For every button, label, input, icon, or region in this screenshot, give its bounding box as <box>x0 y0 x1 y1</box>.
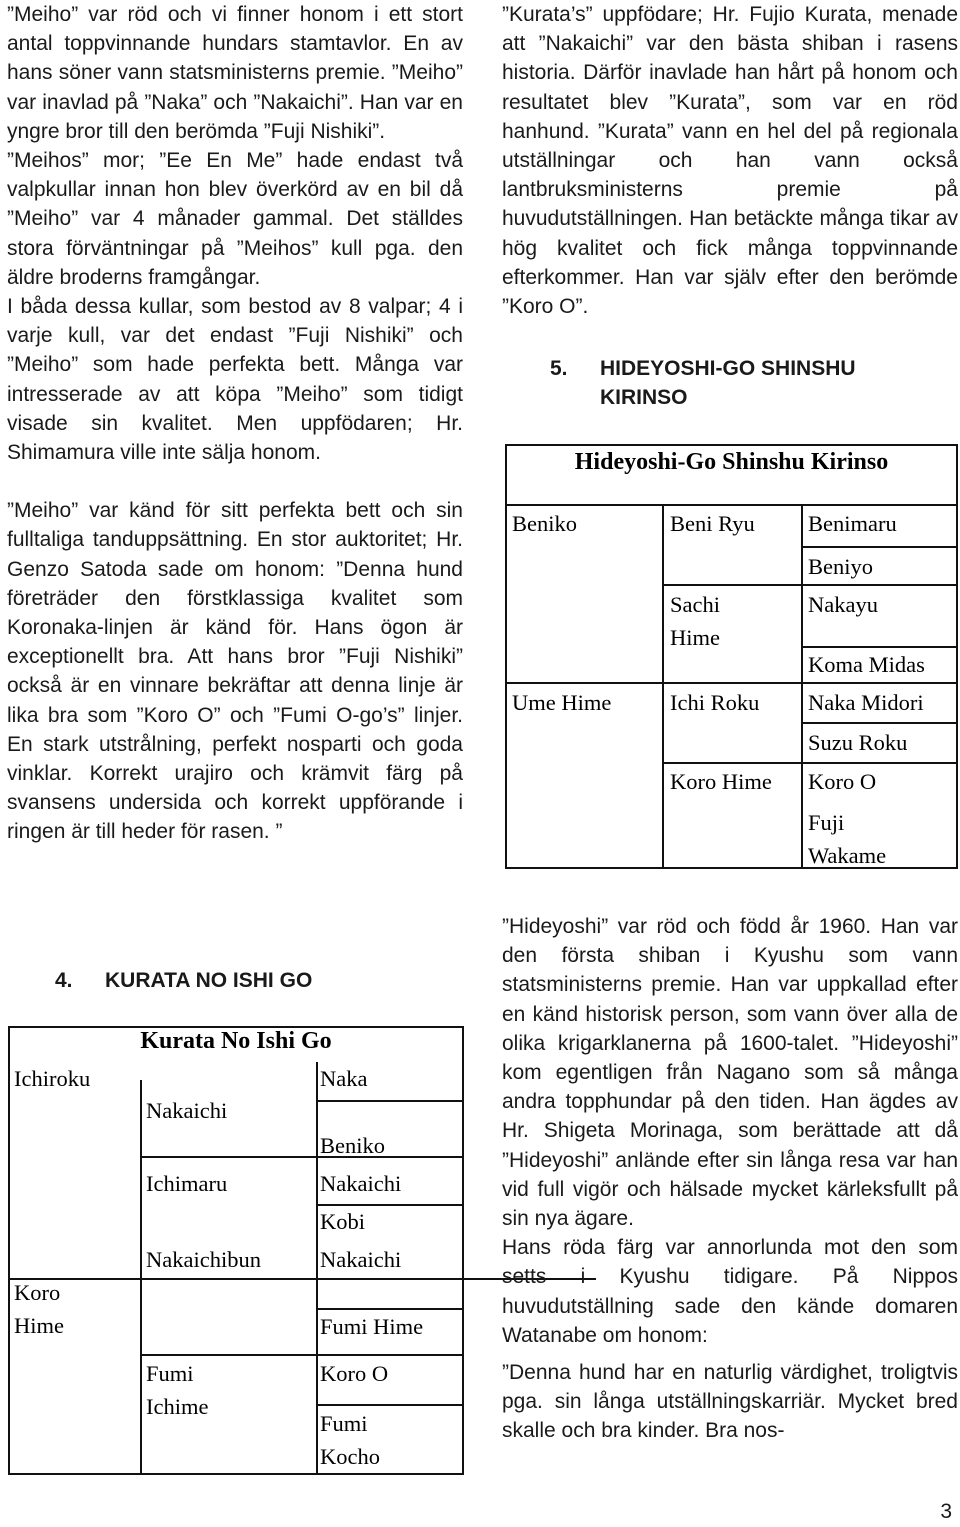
paragraph: ”Hideyoshi” var röd och född år 1960. Han var den första shiban i Kyushu som vann statsministerns premie. Han var uppkallad efter en känd historisk person, som vann över alla de olika krigarklanerna på 1600-talet. ”Hideyoshi” kom egentligen från Nagano som så många andra topphundar på den tiden. Han ägdes av Hr. Shigeta Morinaga, som berättade att då ”Hideyoshi” anlände efter sin långa resa var han vid full vigör och hälsade mycket kärleksfullt på sin nya ägare. <box>502 915 958 1231</box>
section-number: 4. <box>55 969 73 992</box>
right-column <box>502 0 958 321</box>
paragraph: ”Meihos” mor; ”Ee En Me” hade endast två valpkullar innan hon blev överkörd av en bil då ”Meiho” var 4 månader gammal. Det ställdes stora förväntningar på ”Meihos” kull pga. den äldre broderns framgångar. <box>7 149 463 289</box>
pedigree-title: Kurata No Ishi Go <box>140 1028 332 1054</box>
pedigree-grandparent: Ichi Roku <box>670 690 760 715</box>
right-column-lower <box>502 912 958 1446</box>
section-heading-4 <box>55 966 312 995</box>
pedigree-great-grandparent: Kobi <box>320 1209 365 1234</box>
pedigree-great-grandparent: Naka <box>320 1066 368 1091</box>
pedigree-great-grandparent: Fuji Wakame <box>808 810 887 868</box>
pedigree-great-grandparent: Nakayu <box>808 592 878 617</box>
pedigree-dam: Ume Hime <box>512 690 612 715</box>
section-heading-5 <box>550 354 856 412</box>
pedigree-great-grandparent: Nakaichi <box>320 1247 402 1272</box>
page-number: 3 <box>940 1500 952 1523</box>
pedigree-great-grandparent: Koma Midas <box>808 652 925 677</box>
pedigree-grandparent: Nakaichibun <box>146 1247 261 1272</box>
pedigree-great-grandparent: Naka Midori <box>808 690 924 715</box>
section-number: 5. <box>550 357 568 380</box>
paragraph: ”Meiho” var röd och vi finner honom i ett stort antal toppvinnande hundars stamtavlor. En av hans söner vann statsministerns premie. ”Meiho” var inavlad på ”Naka” och ”Nakaichi”. Han var en yngre bror till den berömda ”Fuji Nishiki”. <box>7 3 463 143</box>
paragraph: ”Kurata’s” uppfödare; Hr. Fujio Kurata, menade att ”Nakaichi” var den bästa shiban i rasens historia. Därför inavlade han hårt på honom och resultatet blev ”Kurata”, som var en röd hanhund. ”Kurata” vann en hel del på regionala utställningar och han vann också lantbruksministerns premie på huvudutställningen. Han betäckte många tikar av hög kvalitet och fick många toppvinnande efterkommer. Han var själv efter den berömde ”Koro O”. <box>502 3 958 319</box>
pedigree-grandparent: Sachi Hime <box>670 592 720 650</box>
pedigree-grandparent: Ichimaru <box>146 1171 228 1196</box>
pedigree-grandparent: Koro Hime <box>670 769 772 794</box>
pedigree-table-kurata <box>8 1026 464 1475</box>
pedigree-great-grandparent: Fumi Kocho <box>320 1411 380 1469</box>
pedigree-grandparent: Beni Ryu <box>670 511 755 536</box>
pedigree-great-grandparent: Beniyo <box>808 554 873 579</box>
section-title: KURATA NO ISHI GO <box>105 969 313 992</box>
paragraph: ”Meiho” var känd för sitt perfekta bett och sin fulltaliga tanduppsättning. En stor auktoritet; Hr. Genzo Satoda sade om honom: ”Denna hund företräder den förstklassiga kvalitet som Koronaka-linjen är känd för. Hans ögon är exceptionellt bra. Att hans bror ”Fuji Nishiki” också är en vinnare bekräftar att denna linje är lika bra som ”Koro O” och ”Fumi O-go’s” linjer. En stark utstrålning, perfekt nosparti och goda vinklar. Korrekt urajiro och krämvit färg på svansens undersida och korrekt uppförande i ringen är till heder för rasen. ” <box>7 499 463 844</box>
pedigree-great-grandparent: Benimaru <box>808 511 897 536</box>
section-title-line2: KIRINSO <box>600 386 688 409</box>
pedigree-grandparent: Nakaichi <box>146 1098 228 1123</box>
pedigree-great-grandparent: Suzu Roku <box>808 730 908 755</box>
paragraph: Hans röda färg var annorlunda mot den som setts i Kyushu tidigare. På Nippos huvudutställning sade den kände domaren Watanabe om honom: <box>502 1236 958 1347</box>
pedigree-great-grandparent: Beniko <box>320 1133 385 1158</box>
pedigree-great-grandparent: Nakaichi <box>320 1171 402 1196</box>
pedigree-title: Hideyoshi-Go Shinshu Kirinso <box>574 449 889 475</box>
pedigree-sire: Beniko <box>512 511 577 536</box>
left-column <box>7 0 463 847</box>
pedigree-great-grandparent: Koro O <box>320 1361 389 1386</box>
pedigree-table-hideyoshi <box>505 444 958 869</box>
pedigree-dam: Koro Hime <box>14 1280 64 1338</box>
paragraph: ”Denna hund har en naturlig värdighet, troligtvis pga. sin långa utställningskarriär. Mycket bred skalle och bra kinder. Bra nos- <box>502 1361 958 1443</box>
paragraph: I båda dessa kullar, som bestod av 8 valpar; 4 i varje kull, var det endast ”Fuji Nishiki” och ”Meiho” som hade perfekta bett. Många var intresserade av att köpa ”Meiho” som tidigt visade sin kvalitet. Men uppfödaren; Hr. Shimamura ville inte sälja honom. <box>7 295 463 465</box>
pedigree-grandparent: Fumi Ichime <box>146 1361 209 1419</box>
pedigree-sire: Ichiroku <box>14 1066 91 1091</box>
pedigree-great-grandparent: Fumi Hime <box>320 1314 424 1339</box>
section-title-line1: HIDEYOSHI-GO SHINSHU <box>600 357 856 380</box>
pedigree-great-grandparent: Koro O <box>808 769 877 794</box>
